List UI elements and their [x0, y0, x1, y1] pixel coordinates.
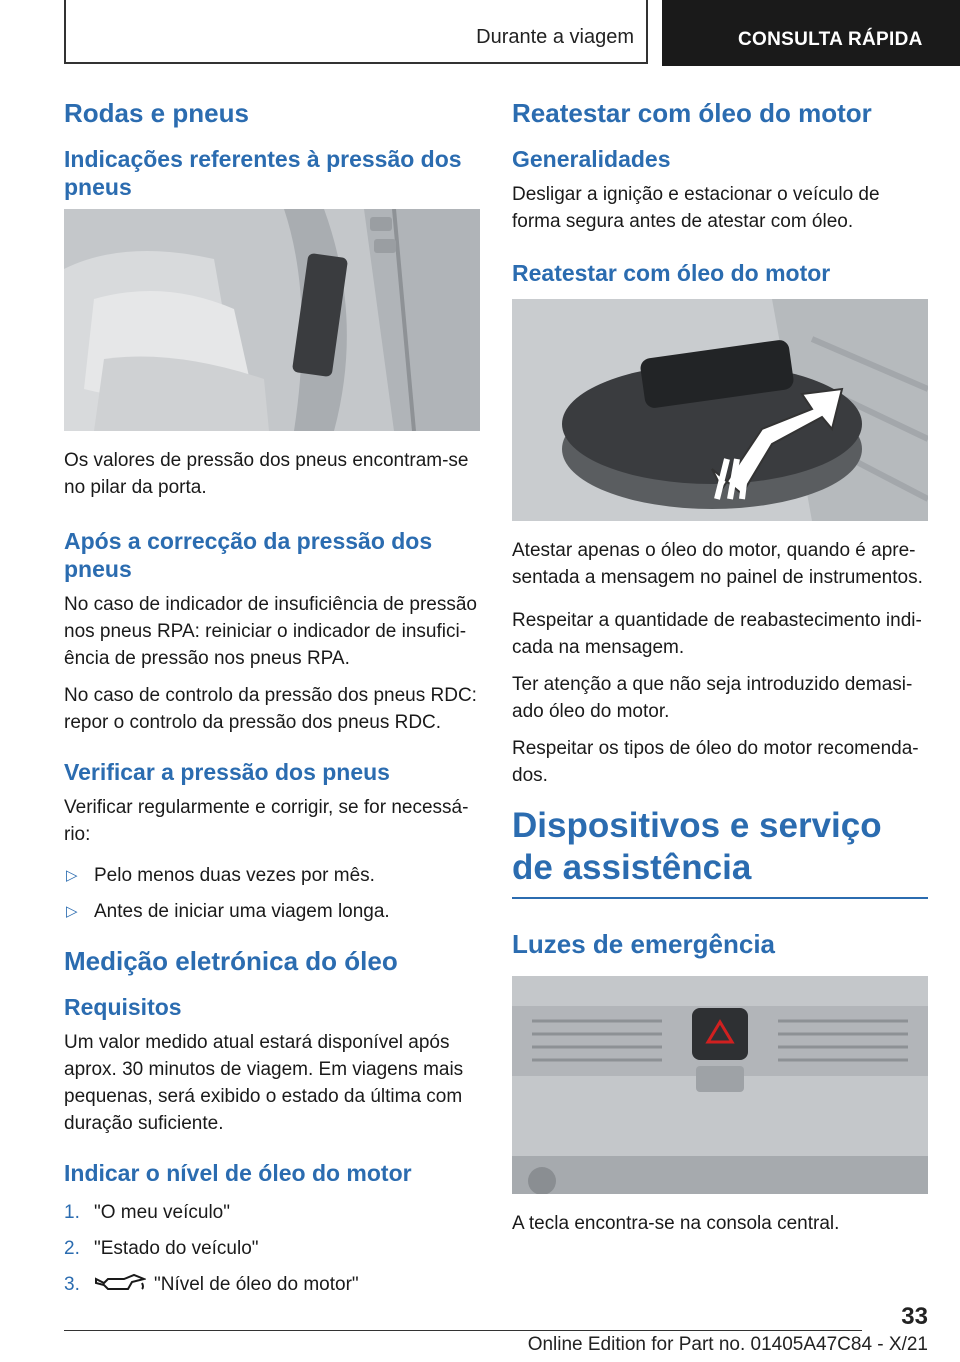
footer-edition: Online Edition for Part no. 01405A47C84 - X/21 — [527, 1334, 928, 1355]
text-atestar: Atestar apenas o óleo do motor, quando é apre-sentada a mensagem no painel de instrumentos. — [512, 540, 923, 588]
console-illustration — [512, 976, 928, 1194]
bullet-list — [64, 858, 480, 930]
text-requisitos: Um valor medido atual estará disponível após aprox. 30 minutos de viagem. Em viagens mais pequenas, será exibido o estado da última com duração suficiente. — [64, 1032, 464, 1134]
text-atencao: Ter atenção a que não seja introduzido demasi-ado óleo do motor. — [512, 674, 913, 722]
text-valores: Os valores de pressão dos pneus encontram-se no pilar da porta. — [64, 450, 469, 498]
text-rpa: No caso de indicador de insuficiência de pressão nos pneus RPA: reiniciar o indicador de insufici-ência de pressão nos pneus RPA. — [64, 594, 477, 669]
list-item: 3. "Nível de óleo do motor" — [64, 1274, 359, 1295]
text-desligar: Desligar a ignição e estacionar o veículo de forma segura antes de atestar com óleo. — [512, 184, 880, 232]
door-pillar-illustration — [64, 209, 480, 431]
text-tipos: Respeitar os tipos de óleo do motor recomenda-dos. — [512, 738, 919, 786]
header-section-title: Durante a viagem — [476, 26, 634, 48]
section-rule — [512, 897, 928, 899]
heading-verificar: Verificar a pressão dos pneus — [64, 759, 390, 785]
triangle-bullet-icon: ▷ — [66, 867, 78, 884]
list-item: ▷ Pelo menos duas vezes por mês. — [64, 858, 480, 894]
step-list — [64, 1195, 480, 1303]
page-number: 33 — [901, 1303, 928, 1330]
oil-can-icon — [94, 1273, 146, 1293]
text-respeitar-quantidade: Respeitar a quantidade de reabastecimento indi-cada na mensagem. — [512, 610, 922, 658]
left-column — [64, 98, 480, 1315]
text-rdc: No caso de controlo da pressão dos pneus RDC: repor o controlo da pressão dos pneus RDC. — [64, 685, 477, 733]
heading-generalidades: Generalidades — [512, 146, 671, 172]
page-header — [0, 0, 960, 66]
text-verificar: Verificar regularmente e corrigir, se for necessá-rio: — [64, 797, 469, 845]
heading-indicar: Indicar o nível de óleo do motor — [64, 1160, 412, 1186]
list-item: 2. "Estado do veículo" — [64, 1238, 259, 1259]
heading-luzes: Luzes de emergência — [512, 929, 775, 959]
list-item: 1. "O meu veículo" — [64, 1202, 230, 1223]
door-pillar-image — [64, 209, 480, 431]
heading-reatestar: Reatestar com óleo do motor — [512, 98, 872, 128]
heading-requisitos: Requisitos — [64, 994, 182, 1020]
hazard-button-image — [512, 976, 928, 1194]
oil-cap-image — [512, 299, 928, 521]
right-column — [512, 98, 928, 1247]
header-quick-ref-label[interactable]: CONSULTA RÁPIDA — [738, 29, 923, 50]
list-item: ▷ Antes de iniciar uma viagem longa. — [64, 894, 480, 930]
heading-indicacoes: Indicações referentes à pressão dos pneus — [64, 146, 462, 200]
footer-rule — [64, 1330, 862, 1331]
oil-cap-illustration — [512, 299, 928, 521]
heading-rodas: Rodas e pneus — [64, 98, 249, 128]
triangle-bullet-icon: ▷ — [66, 903, 78, 920]
heading-apos: Após a correcção da pressão dos pneus — [64, 528, 433, 582]
text-tecla: A tecla encontra-se na consola central. — [512, 1213, 840, 1234]
heading-reatestar-2: Reatestar com óleo do motor — [512, 260, 831, 286]
heading-dispositivos: Dispositivos e serviço de assistência — [512, 806, 882, 887]
heading-medicao: Medição eletrónica do óleo — [64, 946, 398, 976]
